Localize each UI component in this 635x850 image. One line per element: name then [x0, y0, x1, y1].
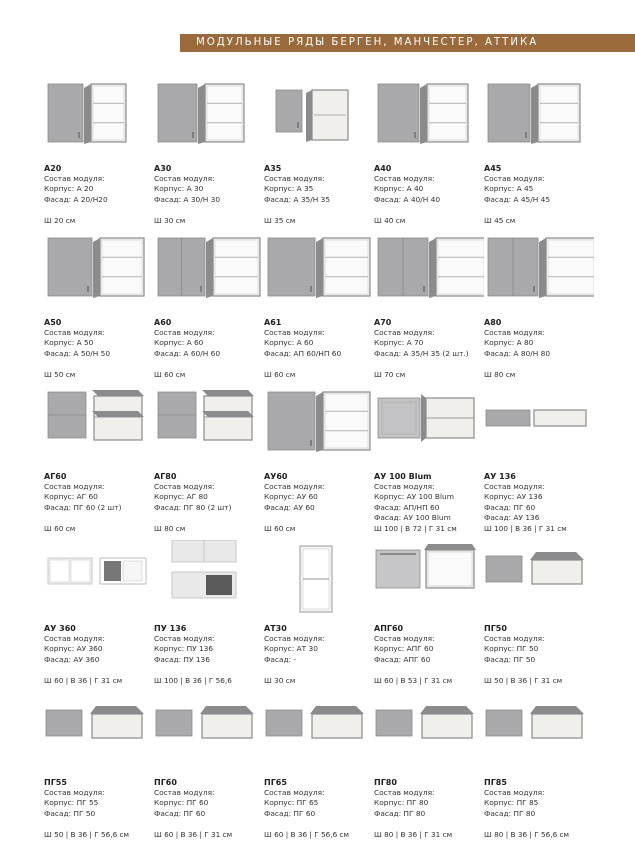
composition-line: Фасад: А 35/Н 35 [264, 194, 331, 204]
composition-heading: Состав модуля: [484, 174, 545, 183]
composition-line: Корпус: АТ 30 [264, 644, 318, 654]
catalog-banner: МОДУЛЬНЫЕ РЯДЫ БЕРГЕН, МАНЧЕСТЕР, АТТИКА [180, 34, 635, 52]
cabinet-illustration-svg [154, 540, 264, 622]
cabinet-illustration-svg [44, 234, 154, 316]
module-code: А50 [44, 318, 62, 327]
module-dimensions: Ш 50 | В 36 | Г 56,6 см [44, 830, 130, 839]
cabinet-illustration [264, 388, 374, 470]
module-dimensions: Ш 60 см [44, 524, 76, 533]
cabinet-illustration-svg [154, 388, 264, 470]
composition-line: Корпус: А 70 [374, 338, 424, 348]
cabinet-illustration-svg [374, 540, 484, 622]
composition-heading: Состав модуля: [374, 482, 435, 491]
composition-heading: Состав модуля: [374, 174, 435, 183]
module-dimensions: Ш 50 см [44, 370, 76, 379]
module-dimensions: Ш 100 | В 72 | Г 31 см [374, 524, 457, 533]
module-card [374, 234, 484, 388]
module-card [484, 234, 594, 388]
module-code: ПГ55 [44, 778, 67, 787]
cabinet-illustration [44, 694, 154, 776]
cabinet-illustration-svg [484, 540, 594, 622]
module-dimensions: Ш 100 | В 36 | Г 56,6 [154, 676, 232, 685]
cabinet-illustration [484, 234, 594, 316]
module-composition [264, 788, 325, 819]
composition-line: Корпус: АГ 60 [44, 492, 98, 502]
module-composition [484, 482, 545, 524]
composition-line: Фасад: А 30/Н 30 [154, 194, 221, 204]
composition-line: Корпус: А 60 [264, 338, 314, 348]
module-dimensions: Ш 60 см [264, 370, 296, 379]
composition-line: Корпус: АПГ 60 [374, 644, 434, 654]
composition-line: Корпус: АГ 80 [154, 492, 208, 502]
cabinet-illustration [374, 80, 484, 162]
cabinet-illustration [44, 234, 154, 316]
cabinet-illustration [154, 540, 264, 622]
module-card [44, 694, 154, 848]
module-composition [374, 634, 435, 665]
cabinet-illustration [264, 694, 374, 776]
composition-line: Корпус: А 40 [374, 184, 424, 194]
module-card [484, 540, 594, 694]
module-code: АУ 100 Blum [374, 472, 432, 481]
module-code: А80 [484, 318, 502, 327]
composition-line: Фасад: АУ 60 [264, 502, 315, 512]
composition-line: Фасад: АПГ 60 [374, 654, 431, 664]
cabinet-illustration [484, 694, 594, 776]
cabinet-illustration [374, 388, 484, 470]
module-dimensions: Ш 100 | В 36 | Г 31 см [484, 524, 567, 533]
cabinet-illustration-svg [154, 80, 264, 162]
cabinet-illustration-svg [154, 694, 264, 776]
cabinet-illustration-svg [44, 388, 154, 470]
cabinet-illustration-svg [154, 234, 264, 316]
composition-line: Корпус: А 50 [44, 338, 94, 348]
cabinet-illustration-svg [484, 694, 594, 776]
composition-line: Корпус: ПУ 136 [154, 644, 214, 654]
module-composition [264, 482, 325, 513]
module-composition [264, 174, 330, 205]
module-row [44, 388, 604, 542]
composition-heading: Состав модуля: [264, 482, 325, 491]
module-dimensions: Ш 60 см [264, 524, 296, 533]
module-card [154, 694, 264, 848]
module-card [264, 80, 374, 234]
composition-heading: Состав модуля: [154, 174, 215, 183]
module-code: А61 [264, 318, 282, 327]
module-composition [44, 788, 105, 819]
composition-heading: Состав модуля: [44, 634, 105, 643]
cabinet-illustration [484, 540, 594, 622]
module-dimensions: Ш 30 см [264, 676, 296, 685]
module-code: АУ 360 [44, 624, 76, 633]
module-dimensions: Ш 80 см [154, 524, 186, 533]
module-card [374, 694, 484, 848]
module-code: ПУ 136 [154, 624, 187, 633]
composition-line: Фасад: ПУ 136 [154, 654, 210, 664]
module-code: АГ80 [154, 472, 177, 481]
module-composition [154, 482, 232, 513]
composition-line: Корпус: ПГ 65 [264, 798, 319, 808]
module-dimensions: Ш 20 см [44, 216, 76, 225]
module-dimensions: Ш 30 см [154, 216, 186, 225]
composition-heading: Состав модуля: [154, 482, 215, 491]
composition-heading: Состав модуля: [44, 788, 105, 797]
cabinet-illustration-svg [374, 388, 484, 470]
cabinet-illustration-svg [264, 80, 374, 162]
module-composition [44, 634, 105, 665]
module-composition [264, 634, 325, 665]
composition-line: Фасад: А 45/Н 45 [484, 194, 551, 204]
composition-heading: Состав модуля: [374, 328, 435, 337]
composition-heading: Состав модуля: [154, 328, 215, 337]
cabinet-illustration-svg [484, 234, 594, 316]
module-composition [484, 174, 550, 205]
cabinet-illustration-svg [484, 80, 594, 162]
module-code: ПГ85 [484, 778, 507, 787]
cabinet-illustration-svg [374, 80, 484, 162]
cabinet-illustration-svg [264, 694, 374, 776]
composition-line: Фасад: ПГ 50 [44, 808, 96, 818]
module-composition [264, 328, 341, 359]
module-dimensions: Ш 40 см [374, 216, 406, 225]
module-dimensions: Ш 60 | В 36 | Г 31 см [154, 830, 233, 839]
module-composition [44, 174, 108, 205]
module-code: А45 [484, 164, 502, 173]
composition-line: Фасад: ПГ 80 (2 шт) [154, 502, 232, 512]
cabinet-illustration [484, 388, 594, 470]
cabinet-illustration-svg [264, 388, 374, 470]
module-composition [44, 328, 110, 359]
composition-line: Фасад: А 50/Н 50 [44, 348, 111, 358]
composition-line: Фасад: ПГ 80 [484, 808, 536, 818]
composition-line: Фасад: ПГ 60 [484, 502, 536, 512]
cabinet-illustration [154, 234, 264, 316]
cabinet-illustration [44, 388, 154, 470]
composition-heading: Состав модуля: [154, 788, 215, 797]
composition-heading: Состав модуля: [374, 788, 435, 797]
composition-line: Корпус: ПГ 60 [154, 798, 209, 808]
module-code: АГ60 [44, 472, 67, 481]
composition-heading: Состав модуля: [264, 634, 325, 643]
module-composition [484, 788, 545, 819]
composition-heading: Состав модуля: [264, 328, 325, 337]
module-dimensions: Ш 80 см [484, 370, 516, 379]
composition-line: Корпус: А 30 [154, 184, 204, 194]
composition-line: Фасад: АУ 100 Blum [374, 513, 451, 523]
module-code: АУ60 [264, 472, 288, 481]
cabinet-illustration-svg [264, 234, 374, 316]
composition-heading: Состав модуля: [374, 634, 435, 643]
composition-line: Фасад: ПГ 50 [484, 654, 536, 664]
composition-line: Корпус: А 60 [154, 338, 204, 348]
composition-line: Фасад: АП 60/НП 60 [264, 348, 342, 358]
composition-line: Фасад: А 80/Н 80 [484, 348, 551, 358]
cabinet-illustration [264, 234, 374, 316]
module-composition [374, 174, 440, 205]
cabinet-illustration [44, 80, 154, 162]
composition-line: Фасад: ПГ 80 [374, 808, 426, 818]
module-composition [374, 328, 469, 359]
module-code: ПГ80 [374, 778, 397, 787]
composition-line: Фасад: АП/НП 60 [374, 502, 440, 512]
module-card [374, 388, 484, 542]
module-row [44, 694, 604, 848]
module-dimensions: Ш 45 см [484, 216, 516, 225]
module-card [44, 388, 154, 542]
composition-heading: Состав модуля: [264, 788, 325, 797]
module-card [484, 694, 594, 848]
composition-line: Фасад: АУ 360 [44, 654, 100, 664]
module-composition [154, 788, 215, 819]
composition-line: Корпус: А 45 [484, 184, 534, 194]
module-code: ПГ60 [154, 778, 177, 787]
cabinet-illustration [154, 694, 264, 776]
module-composition [484, 328, 550, 359]
module-code: ПГ65 [264, 778, 287, 787]
module-composition [44, 482, 122, 513]
module-card [484, 80, 594, 234]
cabinet-illustration-svg [44, 694, 154, 776]
cabinet-illustration [374, 234, 484, 316]
composition-line: Фасад: ПГ 60 [154, 808, 206, 818]
module-card [44, 80, 154, 234]
composition-line: Фасад: ПГ 60 [264, 808, 316, 818]
module-code: А30 [154, 164, 172, 173]
composition-line: Корпус: АУ 136 [484, 492, 543, 502]
module-dimensions: Ш 35 см [264, 216, 296, 225]
module-dimensions: Ш 70 см [374, 370, 406, 379]
cabinet-illustration-svg [374, 234, 484, 316]
module-card [264, 540, 374, 694]
composition-line: Корпус: А 20 [44, 184, 94, 194]
module-card [154, 234, 264, 388]
module-card [154, 388, 264, 542]
composition-heading: Состав модуля: [44, 482, 105, 491]
composition-line: Корпус: ПГ 80 [374, 798, 429, 808]
module-composition [484, 634, 545, 665]
module-dimensions: Ш 60 | В 53 | Г 31 см [374, 676, 453, 685]
cabinet-illustration-svg [374, 694, 484, 776]
module-composition [154, 634, 215, 665]
cabinet-illustration [484, 80, 594, 162]
composition-line: Фасад: ПГ 60 (2 шт) [44, 502, 122, 512]
cabinet-illustration-svg [484, 388, 594, 470]
composition-line: Корпус: А 80 [484, 338, 534, 348]
composition-line: Корпус: АУ 100 Blum [374, 492, 454, 502]
module-card [44, 540, 154, 694]
module-code: А60 [154, 318, 172, 327]
module-row [44, 80, 604, 234]
module-dimensions: Ш 60 см [154, 370, 186, 379]
composition-heading: Состав модуля: [484, 634, 545, 643]
composition-heading: Состав модуля: [264, 174, 325, 183]
composition-line: Корпус: ПГ 85 [484, 798, 539, 808]
module-card [374, 540, 484, 694]
module-code: АУ 136 [484, 472, 516, 481]
cabinet-illustration [374, 540, 484, 622]
module-dimensions: Ш 80 | В 36 | Г 31 см [374, 830, 453, 839]
cabinet-illustration [154, 80, 264, 162]
module-card [264, 234, 374, 388]
cabinet-illustration [44, 540, 154, 622]
cabinet-illustration-svg [44, 540, 154, 622]
composition-line: Фасад: А 60/Н 60 [154, 348, 221, 358]
cabinet-illustration [264, 540, 374, 622]
cabinet-illustration-svg [264, 540, 374, 622]
module-card [374, 80, 484, 234]
module-code: А40 [374, 164, 392, 173]
module-dimensions: Ш 60 | В 36 | Г 56,6 см [264, 830, 350, 839]
module-composition [154, 328, 220, 359]
module-composition [374, 788, 435, 819]
module-card [154, 80, 264, 234]
module-composition [154, 174, 220, 205]
module-code: А20 [44, 164, 62, 173]
module-row [44, 540, 604, 694]
module-dimensions: Ш 50 | В 36 | Г 31 см [484, 676, 563, 685]
composition-line: Корпус: ПГ 55 [44, 798, 99, 808]
module-code: АПГ60 [374, 624, 404, 633]
module-card [44, 234, 154, 388]
composition-heading: Состав модуля: [484, 788, 545, 797]
cabinet-illustration [154, 388, 264, 470]
composition-line: Фасад: А 35/Н 35 (2 шт.) [374, 348, 469, 358]
module-dimensions: Ш 80 | В 36 | Г 56,6 см [484, 830, 570, 839]
module-card [484, 388, 594, 542]
module-row [44, 234, 604, 388]
module-card [264, 694, 374, 848]
composition-line: Корпус: АУ 60 [264, 492, 318, 502]
composition-heading: Состав модуля: [44, 174, 105, 183]
composition-heading: Состав модуля: [154, 634, 215, 643]
composition-line: Фасад: - [264, 654, 297, 664]
module-card [264, 388, 374, 542]
composition-line: Корпус: ПГ 50 [484, 644, 539, 654]
cabinet-illustration-svg [44, 80, 154, 162]
composition-heading: Состав модуля: [484, 328, 545, 337]
module-code: А70 [374, 318, 392, 327]
composition-line: Фасад: АУ 136 [484, 513, 540, 523]
module-code: ПГ50 [484, 624, 507, 633]
composition-heading: Состав модуля: [484, 482, 545, 491]
composition-line: Корпус: АУ 360 [44, 644, 103, 654]
module-code: АТ30 [264, 624, 287, 633]
cabinet-illustration [264, 80, 374, 162]
module-card [154, 540, 264, 694]
composition-heading: Состав модуля: [44, 328, 105, 337]
composition-line: Фасад: А 20/Н20 [44, 194, 108, 204]
module-composition [374, 482, 454, 524]
composition-line: Фасад: А 40/Н 40 [374, 194, 441, 204]
module-code: А35 [264, 164, 282, 173]
composition-line: Корпус: А 35 [264, 184, 314, 194]
module-dimensions: Ш 60 | В 36 | Г 31 см [44, 676, 123, 685]
cabinet-illustration [374, 694, 484, 776]
